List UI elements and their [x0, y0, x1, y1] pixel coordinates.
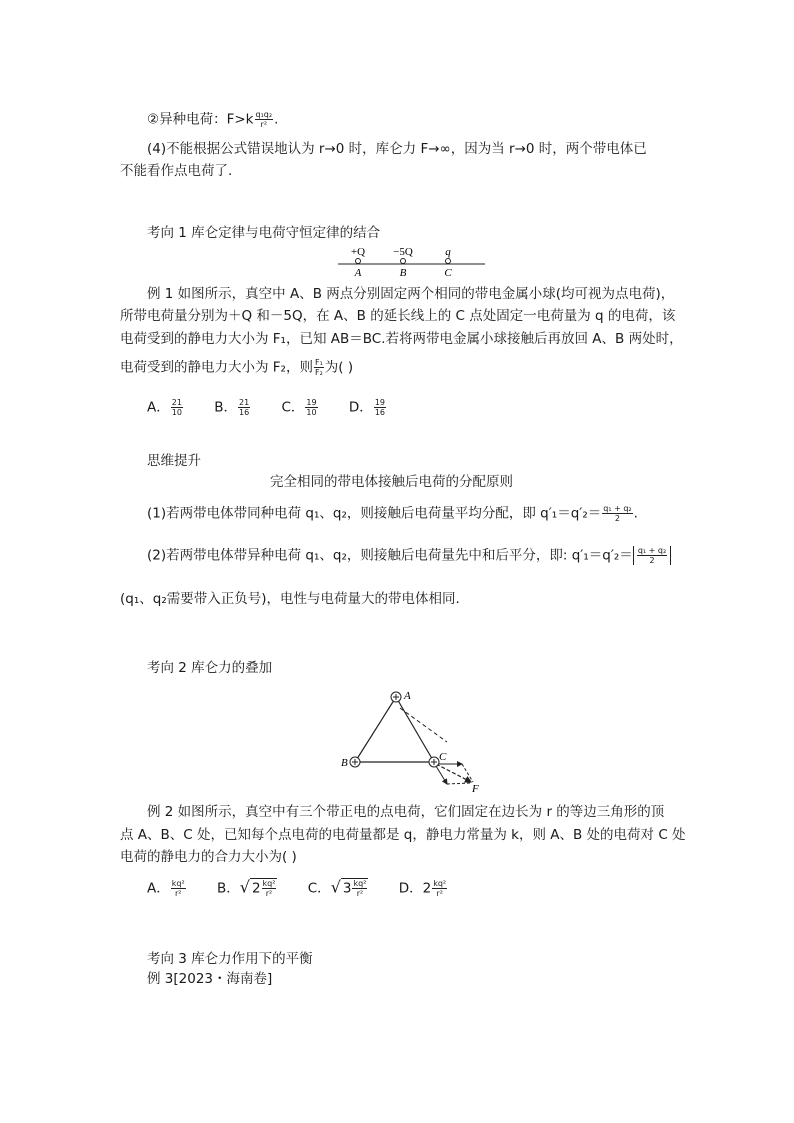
option-d [399, 879, 448, 898]
fraction-denominator: F₂ [314, 368, 323, 377]
fraction [171, 398, 183, 417]
point-a [356, 259, 361, 264]
option-label: B． [214, 399, 237, 416]
option-c [281, 398, 318, 417]
option-a [147, 879, 187, 898]
section2-heading: 考向 2 库仑力的叠加 [147, 660, 273, 676]
fraction-denominator: r² [265, 889, 273, 898]
fraction [602, 504, 632, 523]
fraction-numerator: kq² [433, 879, 447, 888]
charge-label-b: −5Q [393, 246, 413, 258]
option-label: D． [348, 399, 373, 416]
option-label: A． [147, 399, 170, 416]
force-from-a-dashed [400, 708, 447, 742]
rule-1 [147, 504, 638, 523]
option-label: A． [147, 880, 170, 897]
fraction-numerator: kq² [353, 879, 367, 888]
coefficient: 2 [251, 880, 261, 897]
top-line-2: (4)不能根据公式错误地认为 r→0 时，库仑力 F→∞，因为当 r→0 时，两个带电体已 [147, 141, 647, 157]
fraction-denominator: 2 [649, 556, 655, 565]
option-b [214, 398, 251, 417]
triangle-side-ac [396, 697, 434, 762]
fraction [305, 398, 317, 417]
point-c [446, 259, 451, 264]
example1-options [147, 398, 413, 417]
figure-line-charges [330, 244, 490, 280]
label-f: F [472, 783, 479, 795]
fraction [374, 398, 386, 417]
fraction [352, 879, 367, 898]
label-b: B [341, 757, 348, 769]
fraction-numerator: q₁ + q₂ [637, 546, 667, 555]
fraction-denominator: 2 [614, 514, 620, 523]
charge-a [391, 692, 401, 702]
section1-heading: 考向 1 库仑定律与电荷守恒定律的结合 [147, 225, 381, 241]
charge-b [350, 757, 360, 767]
fraction [262, 879, 277, 898]
example1-line-4 [120, 358, 353, 377]
point-label-c: C [444, 267, 452, 279]
thinking-title: 完全相同的带电体接触后电荷的分配原则 [270, 474, 513, 490]
option-a [147, 398, 184, 417]
label-a: A [404, 690, 411, 702]
fraction-numerator: 21 [171, 398, 182, 407]
point-label-b: B [399, 267, 407, 279]
example2-line-1: 例 2 如图所示，真空中有三个带正电的点电荷，它们固定在边长为 r 的等边三角形的顶 [147, 804, 665, 820]
parallelogram-edge-2 [447, 783, 471, 784]
sqrt-content [341, 878, 369, 898]
absolute-value [633, 546, 671, 565]
option-label: C． [307, 880, 331, 897]
fraction-denominator: r² [356, 889, 364, 898]
fraction [238, 398, 250, 417]
fraction-denominator: r² [436, 889, 443, 898]
formula-suffix: . [274, 111, 279, 128]
rule-2-text: (2)若两带电体带异种电荷 q₁、q₂，则接触后电荷量先中和后平分，即: q′₁＝q′₂＝ [147, 547, 633, 564]
sqrt-content [250, 878, 278, 898]
option-b [217, 878, 277, 898]
option-label: D． [398, 880, 423, 897]
rule-2 [147, 546, 671, 565]
charge-label-a: +Q [350, 246, 366, 258]
top-line-3: 不能看作点电荷了. [120, 163, 233, 179]
charge-label-c: q [445, 246, 451, 258]
coefficient: 3 [342, 880, 352, 897]
rule-1-text: (1)若两带电体带同种电荷 q₁、q₂，则接触后电荷量平均分配，即 q′₁＝q′₂＝ [147, 505, 602, 522]
thinking-heading: 思维提升 [147, 453, 201, 469]
sqrt-sign-icon: √ [239, 877, 250, 897]
fraction-numerator: F₁ [314, 358, 323, 367]
fraction-denominator: r² [174, 889, 182, 898]
fraction-numerator: 21 [239, 398, 250, 407]
charge-c [429, 757, 439, 767]
triangle-side-ab [355, 697, 396, 762]
example3-line: 例 3[2023・海南卷] [147, 971, 273, 987]
fraction-denominator: 10 [171, 408, 182, 417]
rule-1-suffix: . [633, 505, 638, 522]
top-line-1 [147, 110, 278, 129]
option-label: C． [281, 399, 305, 416]
example1-line-2: 所带电荷量分别为＋Q 和－5Q，在 A、B 的延长线上的 C 点处固定一电荷量为 q 的电荷，该 [120, 308, 676, 324]
label-c: C [439, 751, 447, 763]
coefficient: 2 [422, 880, 432, 897]
fraction-numerator: q₁ + q₂ [603, 504, 632, 513]
formula-text: ②异种电荷：F>k [147, 111, 254, 128]
fraction-denominator: 10 [306, 408, 317, 417]
fraction [255, 110, 274, 129]
example1-text: 电荷受到的静电力大小为 F₂，则 [120, 359, 313, 376]
fraction [637, 546, 667, 565]
option-c [308, 878, 369, 898]
point-label-a: A [354, 267, 362, 279]
option-label: B． [216, 880, 240, 897]
example2-options [147, 878, 474, 898]
fraction-numerator: q₁q₂ [255, 110, 273, 119]
sqrt-sign-icon: √ [330, 877, 341, 897]
parallelogram-edge-1 [462, 764, 473, 782]
example1-line-3: 电荷受到的静电力大小为 F₁，已知 AB＝BC.若将两带电金属小球接触后再放回 A、B 两处时， [120, 331, 683, 347]
fraction [171, 879, 186, 898]
resultant-force-f [436, 764, 471, 782]
fraction-denominator: 16 [374, 408, 385, 417]
point-b [401, 259, 406, 264]
example2-line-2: 点 A、B、C 处，已知每个点电荷的电荷量都是 q，静电力常量为 k，则 A、B 处的电荷对 C 处 [120, 827, 686, 843]
example1-line-1: 例 1 如图所示，真空中 A、B 两点分别固定两个相同的带电金属小球(均可视为点电荷)， [147, 286, 675, 302]
option-d [349, 398, 387, 417]
fraction-numerator: 19 [306, 398, 317, 407]
section3-heading: 考向 3 库仑力作用下的平衡 [147, 951, 313, 967]
fraction [432, 879, 447, 898]
rule-2-note: (q₁、q₂需要带入正负号)，电性与电荷量大的带电体相同. [120, 591, 460, 607]
fraction-denominator: r² [260, 120, 268, 129]
triangle-figure [335, 686, 495, 796]
fraction-numerator: kq² [171, 879, 185, 888]
fraction-denominator: 16 [239, 408, 250, 417]
fraction-numerator: 19 [374, 398, 385, 407]
force-along-ac [436, 766, 447, 784]
fraction [314, 358, 324, 377]
example2-line-3: 电荷的静电力的合力大小为( ) [120, 849, 297, 865]
example1-suffix: 为( ) [324, 359, 354, 376]
fraction-numerator: kq² [262, 879, 276, 888]
